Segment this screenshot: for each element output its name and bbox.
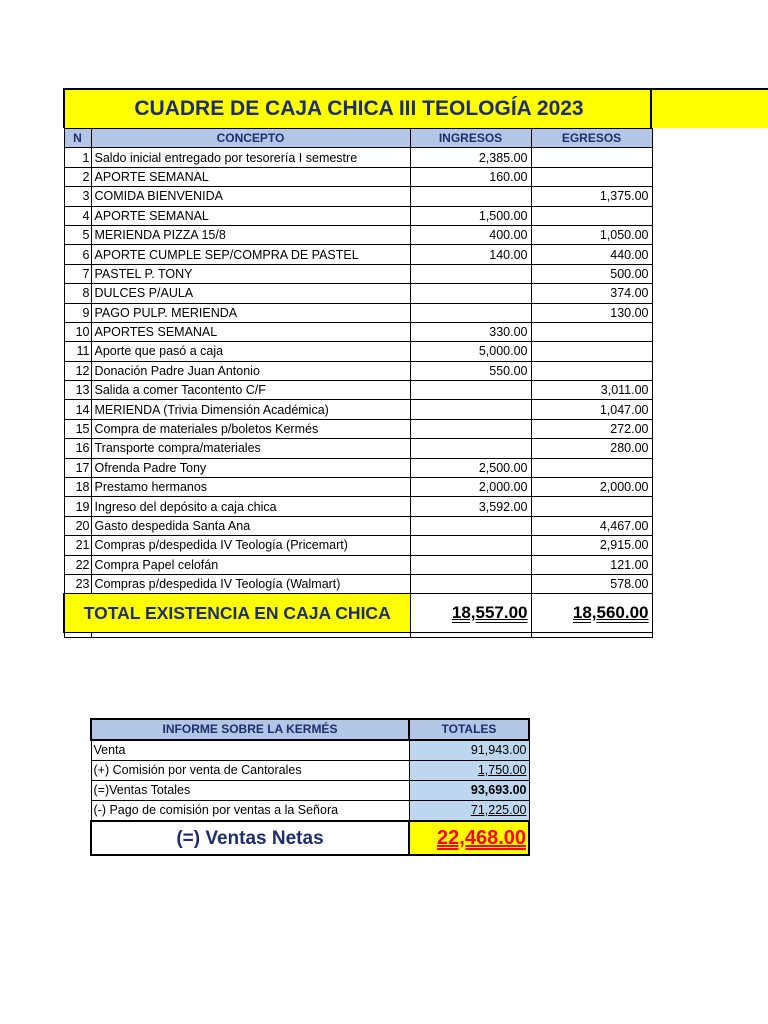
row-number: 5 [64,225,91,244]
kermes-table [90,718,530,856]
row-number: 6 [64,245,91,264]
row-concepto: Transporte compra/materiales [91,439,410,458]
row-egresos: 130.00 [531,303,652,322]
table-row [64,555,652,574]
table-row [64,322,652,341]
spacer-cell [64,633,91,638]
row-ingresos: 330.00 [410,322,531,341]
row-ingresos [410,187,531,206]
caja-chica-table [63,128,653,638]
row-concepto: APORTE CUMPLE SEP/COMPRA DE PASTEL [91,245,410,264]
row-concepto: APORTE SEMANAL [91,206,410,225]
row-concepto: DULCES P/AULA [91,284,410,303]
table-row [64,439,652,458]
header-concepto: CONCEPTO [91,129,410,148]
row-egresos [531,497,652,516]
total-label: TOTAL EXISTENCIA EN CAJA CHICA [64,594,410,633]
net-sales-value: 22,468.00 [409,821,529,855]
table-row [64,264,652,283]
row-concepto: Compras p/despedida IV Teología (Walmart) [91,574,410,593]
row-concepto: Compra Papel celofán [91,555,410,574]
table-row [64,536,652,555]
row-number: 16 [64,439,91,458]
kermes-row-label: (-) Pago de comisión por ventas a la Señora [91,801,409,822]
table-row [64,206,652,225]
row-number: 23 [64,574,91,593]
row-egresos: 3,011.00 [531,381,652,400]
row-ingresos [410,284,531,303]
total-ingresos: 18,557.00 [410,594,531,633]
row-egresos: 1,050.00 [531,225,652,244]
row-egresos [531,361,652,380]
row-number: 13 [64,381,91,400]
row-egresos [531,342,652,361]
spacer-cell [531,633,652,638]
title-bar [63,88,768,128]
row-number: 15 [64,419,91,438]
row-egresos: 500.00 [531,264,652,283]
row-number: 9 [64,303,91,322]
table-row [64,400,652,419]
row-egresos: 4,467.00 [531,516,652,535]
title-border [650,88,652,128]
row-ingresos: 400.00 [410,225,531,244]
table-row [64,225,652,244]
kermes-header-row [91,719,529,740]
row-number: 11 [64,342,91,361]
row-number: 3 [64,187,91,206]
row-egresos: 280.00 [531,439,652,458]
net-sales-row [91,821,529,855]
row-ingresos [410,303,531,322]
table-row [64,381,652,400]
row-egresos: 1,375.00 [531,187,652,206]
row-concepto: MERIENDA (Trivia Dimensión Académica) [91,400,410,419]
row-concepto: APORTE SEMANAL [91,167,410,186]
table-row [64,478,652,497]
total-egresos: 18,560.00 [531,594,652,633]
row-number: 4 [64,206,91,225]
header-egresos: EGRESOS [531,129,652,148]
row-concepto: Aporte que pasó a caja [91,342,410,361]
row-concepto: Gasto despedida Santa Ana [91,516,410,535]
row-number: 22 [64,555,91,574]
kermes-row [91,801,529,822]
table-row [64,574,652,593]
row-number: 20 [64,516,91,535]
row-number: 19 [64,497,91,516]
row-egresos: 121.00 [531,555,652,574]
row-ingresos: 5,000.00 [410,342,531,361]
table-row [64,497,652,516]
row-number: 7 [64,264,91,283]
table-row [64,284,652,303]
row-concepto: Donación Padre Juan Antonio [91,361,410,380]
row-egresos: 272.00 [531,419,652,438]
kermes-row-value: 71,225.00 [409,801,529,822]
row-egresos [531,458,652,477]
row-number: 14 [64,400,91,419]
total-row [64,594,652,633]
kermes-row [91,740,529,761]
row-number: 1 [64,148,91,167]
row-egresos: 1,047.00 [531,400,652,419]
row-ingresos: 140.00 [410,245,531,264]
row-ingresos [410,536,531,555]
row-number: 2 [64,167,91,186]
table-row [64,516,652,535]
kermes-row-value: 91,943.00 [409,740,529,761]
row-ingresos [410,516,531,535]
row-concepto: Salida a comer Tacontento C/F [91,381,410,400]
kermes-row-value: 1,750.00 [409,761,529,781]
row-concepto: Ofrenda Padre Tony [91,458,410,477]
kermes-header-totals: TOTALES [409,719,529,740]
net-sales-label: (=) Ventas Netas [91,821,409,855]
table-row [64,148,652,167]
kermes-row-label: (=)Ventas Totales [91,781,409,801]
row-concepto: Compras p/despedida IV Teología (Pricemart) [91,536,410,555]
row-concepto: COMIDA BIENVENIDA [91,187,410,206]
kermes-row-label: (+) Comisión por venta de Cantorales [91,761,409,781]
spacer-cell [91,633,410,638]
row-egresos [531,167,652,186]
row-ingresos [410,439,531,458]
header-n: N [64,129,91,148]
kermes-row-value: 93,693.00 [409,781,529,801]
row-ingresos: 2,000.00 [410,478,531,497]
row-egresos: 440.00 [531,245,652,264]
row-egresos: 2,915.00 [531,536,652,555]
row-ingresos [410,555,531,574]
row-ingresos: 1,500.00 [410,206,531,225]
kermes-header-label: INFORME SOBRE LA KERMÉS [91,719,409,740]
row-number: 17 [64,458,91,477]
row-concepto: Prestamo hermanos [91,478,410,497]
table-row [64,167,652,186]
row-number: 8 [64,284,91,303]
row-ingresos: 2,385.00 [410,148,531,167]
table-body [64,148,652,594]
header-row [64,129,652,148]
row-concepto: Saldo inicial entregado por tesorería I semestre [91,148,410,167]
row-ingresos [410,264,531,283]
row-number: 12 [64,361,91,380]
row-ingresos: 3,592.00 [410,497,531,516]
row-egresos: 2,000.00 [531,478,652,497]
table-row [64,361,652,380]
row-egresos [531,206,652,225]
row-concepto: MERIENDA PIZZA 15/8 [91,225,410,244]
table-row [64,303,652,322]
page-title: CUADRE DE CAJA CHICA III TEOLOGÍA 2023 [134,97,584,120]
row-ingresos [410,419,531,438]
row-ingresos: 550.00 [410,361,531,380]
row-ingresos [410,574,531,593]
kermes-row-label: Venta [91,740,409,761]
row-number: 10 [64,322,91,341]
row-ingresos: 160.00 [410,167,531,186]
row-egresos: 374.00 [531,284,652,303]
row-ingresos [410,400,531,419]
spacer-cell [410,633,531,638]
row-concepto: Ingreso del depósito a caja chica [91,497,410,516]
row-egresos [531,322,652,341]
row-concepto: Compra de materiales p/boletos Kermés [91,419,410,438]
spacer-row [64,633,652,638]
row-number: 18 [64,478,91,497]
row-ingresos [410,381,531,400]
row-egresos: 578.00 [531,574,652,593]
table-row [64,187,652,206]
row-number: 21 [64,536,91,555]
table-row [64,458,652,477]
kermes-row [91,781,529,801]
kermes-row [91,761,529,781]
row-concepto: APORTES SEMANAL [91,322,410,341]
table-row [64,245,652,264]
table-row [64,419,652,438]
row-concepto: PAGO PULP. MERIENDA [91,303,410,322]
header-ingresos: INGRESOS [410,129,531,148]
row-concepto: PASTEL P. TONY [91,264,410,283]
table-row [64,342,652,361]
row-egresos [531,148,652,167]
row-ingresos: 2,500.00 [410,458,531,477]
